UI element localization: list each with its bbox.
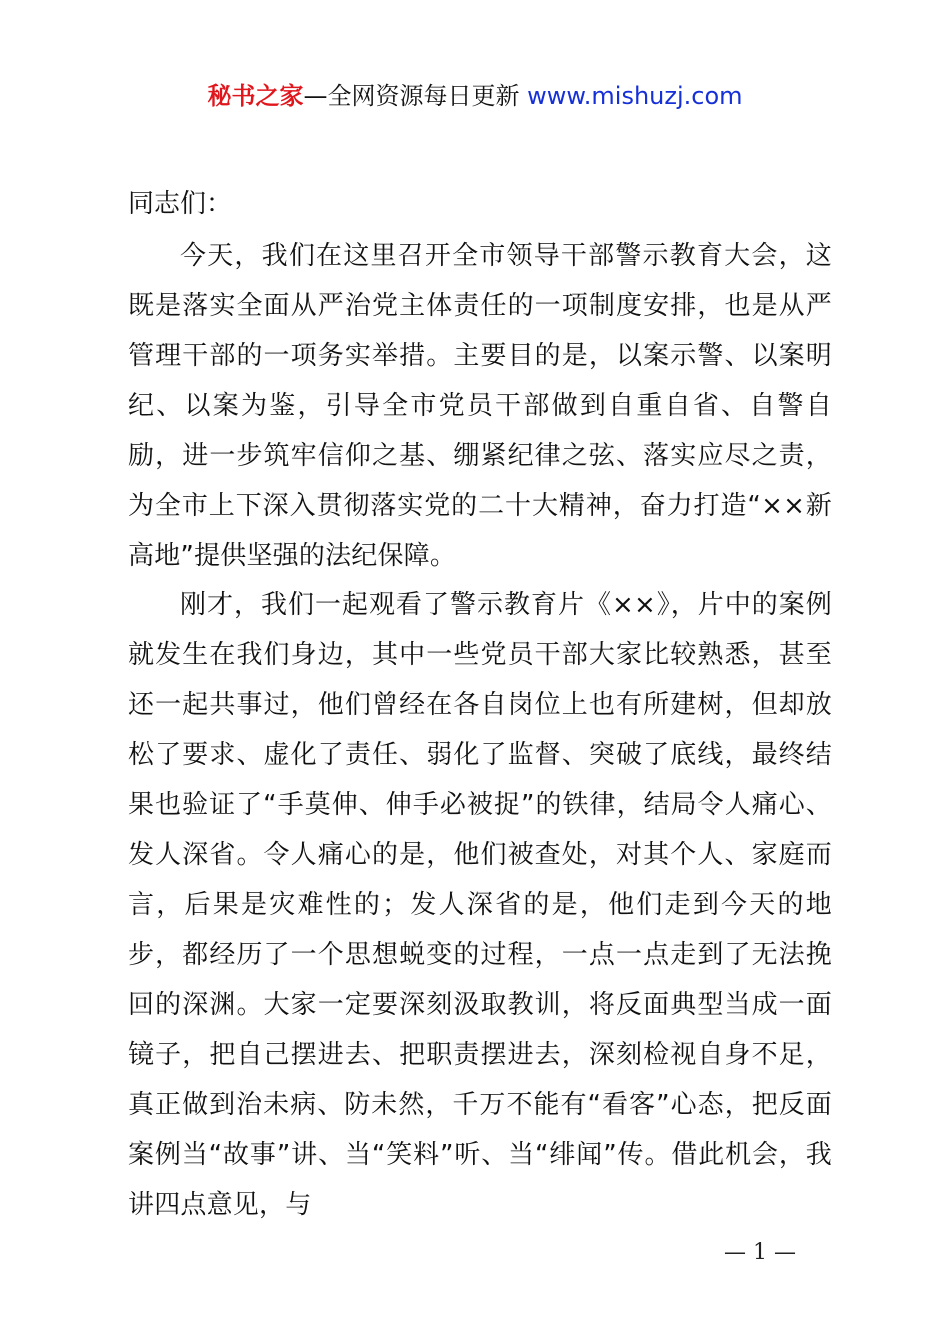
salutation: 同志们：	[128, 189, 233, 219]
page-number: — 1 —	[724, 1240, 796, 1265]
brand-name: 秘书之家	[207, 82, 304, 110]
site-tagline: —全网资源每日更新	[303, 82, 520, 110]
site-header	[0, 80, 950, 112]
paragraph-warning-film: 刚才，我们一起观看了警示教育片《××》，片中的案例就发生在我们身边，其中一些党员干部大家比较熟悉，甚至还一起共事过，他们曾经在各自岗位上也有所建树，但却放松了要求、虚化了责任、弱化了监督、突破了底线，最终结果也验证了“手莫伸、伸手必被捉”的铁律，结局令人痛心、发人深省。令人痛心的是，他们被查处，对其个人、家庭而言，后果是灾难性的；发人深省的是，他们走到今天的地步，都经历了一个思想蜕变的过程，一点一点走到了无法挽回的深渊。大家一定要深刻汲取教训，将反面典型当成一面镜子，把自己摆进去、把职责摆进去，深刻检视自身不足，真正做到治未病、防未然，千万不能有“看客”心态，把反面案例当“故事”讲、当“笑料”听、当“绯闻”传。借此机会，我讲四点意见，与	[128, 590, 832, 1220]
site-url-link[interactable]: www.mishuzj.com	[527, 82, 743, 110]
paragraph-opening: 今天，我们在这里召开全市领导干部警示教育大会，这既是落实全面从严治党主体责任的一项制度安排，也是从严管理干部的一项务实举措。主要目的是，以案示警、以案明纪、以案为鉴，引导全市党员干部做到自重自省、自警自励，进一步筑牢信仰之基、绷紧纪律之弦、落实应尽之责，为全市上下深入贯彻落实党的二十大精神，奋力打造“××新高地”提供坚强的法纪保障。	[128, 241, 832, 571]
